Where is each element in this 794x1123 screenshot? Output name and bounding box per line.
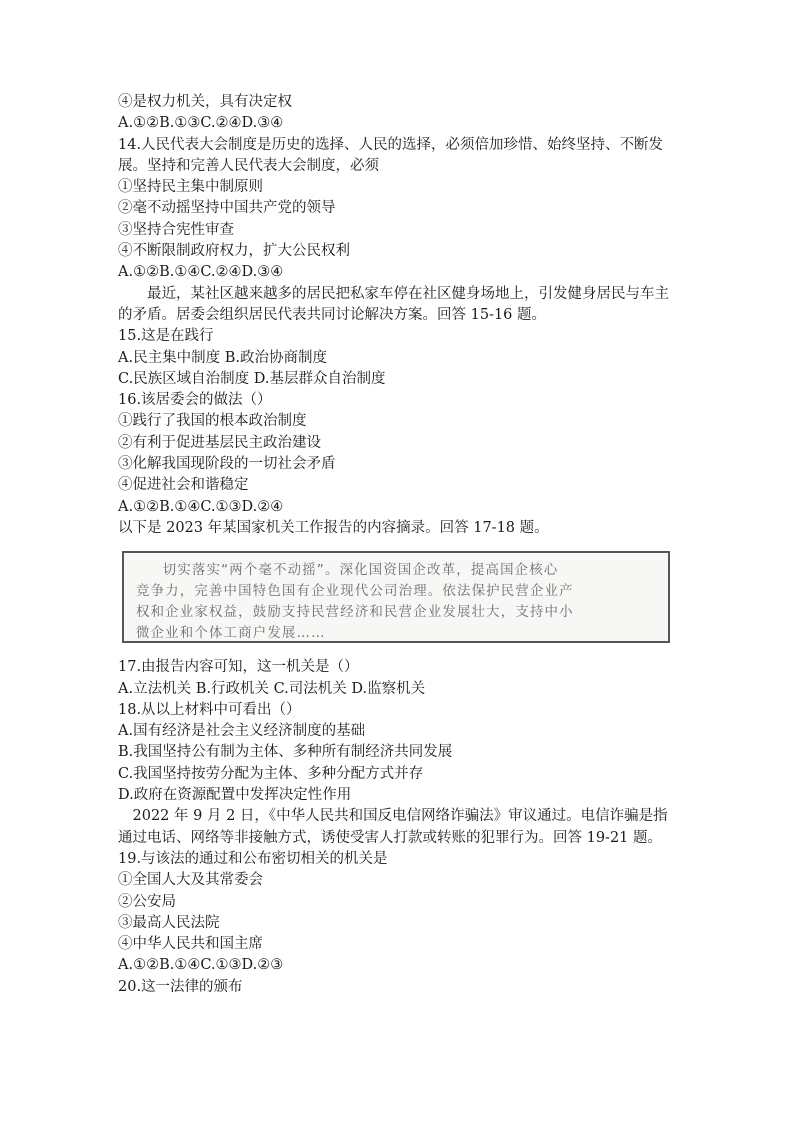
- option-line: ①全国人大及其常委会: [118, 872, 263, 889]
- answer-choices: C.我国坚持按劳分配为主体、多种分配方式并存: [118, 765, 424, 782]
- answer-choices: A.①②B.①③C.②④D.③④: [118, 115, 284, 132]
- answer-choices: C.民族区域自治制度 D.基层群众自治制度: [118, 370, 386, 387]
- question-19-stem: 19.与该法的通过和公布密切相关的机关是: [118, 850, 388, 867]
- option-line: ③坚持合宪性审查: [118, 221, 234, 238]
- answer-choices: A.民主集中制度 B.政治协商制度: [118, 349, 327, 366]
- option-line: ①践行了我国的根本政治制度: [118, 413, 307, 430]
- excerpt-line: 切实落实“两个毫不动摇”。深化国资国企改革，提高国企核心: [162, 563, 559, 579]
- answer-choices: A.①②B.①④C.①③D.②③: [118, 957, 284, 974]
- material-15-16: 最近，某社区越来越多的居民把私家车停在社区健身场地上，引发健身居民与车主的矛盾。居委会组织居民代表共同讨论解决方案。回答 15-16 题。: [118, 285, 669, 323]
- question-17-stem: 17.由报告内容可知，这一机关是（）: [118, 659, 359, 676]
- excerpt-line: 权和企业家权益，鼓励支持民营经济和民营企业发展壮大，支持中小: [136, 605, 574, 621]
- answer-choices: A.①②B.①④C.①③D.②④: [118, 498, 284, 515]
- option-line: ②公安局: [118, 893, 176, 910]
- option-line: ④是权力机关，具有决定权: [118, 94, 292, 110]
- question-14-stem: 14.人民代表大会制度是历史的选择、人民的选择，必须倍加珍惜、始终坚持、不断发展。坚持和完善人民代表大会制度，必须: [118, 136, 664, 174]
- option-line: ①坚持民主集中制原则: [118, 179, 263, 196]
- answer-choices: B.我国坚持公有制为主体、多种所有制经济共同发展: [118, 744, 453, 761]
- excerpt-line: 竞争力，完善中国特色国有企业现代公司治理。依法保护民营企业产: [136, 584, 574, 600]
- answer-choices: A.立法机关 B.行政机关 C.司法机关 D.监察机关: [118, 680, 426, 697]
- answer-choices: A.国有经济是社会主义经济制度的基础: [118, 723, 366, 740]
- question-15-stem: 15.这是在践行: [118, 328, 214, 345]
- option-line: ③化解我国现阶段的一切社会矛盾: [118, 456, 336, 473]
- question-16-stem: 16.该居委会的做法（）: [118, 392, 272, 409]
- option-line: ②毫不动摇坚持中国共产党的领导: [118, 200, 336, 217]
- question-18-stem: 18.从以上材料中可看出（）: [118, 701, 301, 718]
- option-line: ②有利于促进基层民主政治建设: [118, 434, 321, 451]
- exam-page: [118, 92, 678, 998]
- option-line: ③最高人民法院: [118, 914, 220, 931]
- material-19-21: 2022 年 9 月 2 日，《中华人民共和国反电信网络诈骗法》审议通过。电信诈骗是指通过电话、网络等非接触方式，诱使受害人打款或转账的犯罪行为。回答 19-21 题。: [118, 808, 668, 846]
- option-line: ④促进社会和谐稳定: [118, 477, 249, 494]
- answer-choices: D.政府在资源配置中发挥决定性作用: [118, 787, 352, 804]
- report-excerpt-box: [122, 551, 670, 643]
- material-intro-17-18: 以下是 2023 年某国家机关工作报告的内容摘录。回答 17-18 题。: [118, 519, 549, 536]
- excerpt-line: 微企业和个体工商户发展……: [136, 626, 326, 642]
- question-20-stem: 20.这一法律的颁布: [118, 978, 243, 995]
- option-line: ④不断限制政府权力，扩大公民权利: [118, 243, 350, 260]
- option-line: ④中华人民共和国主席: [118, 936, 263, 953]
- answer-choices: A.①②B.①④C.②④D.③④: [118, 264, 284, 281]
